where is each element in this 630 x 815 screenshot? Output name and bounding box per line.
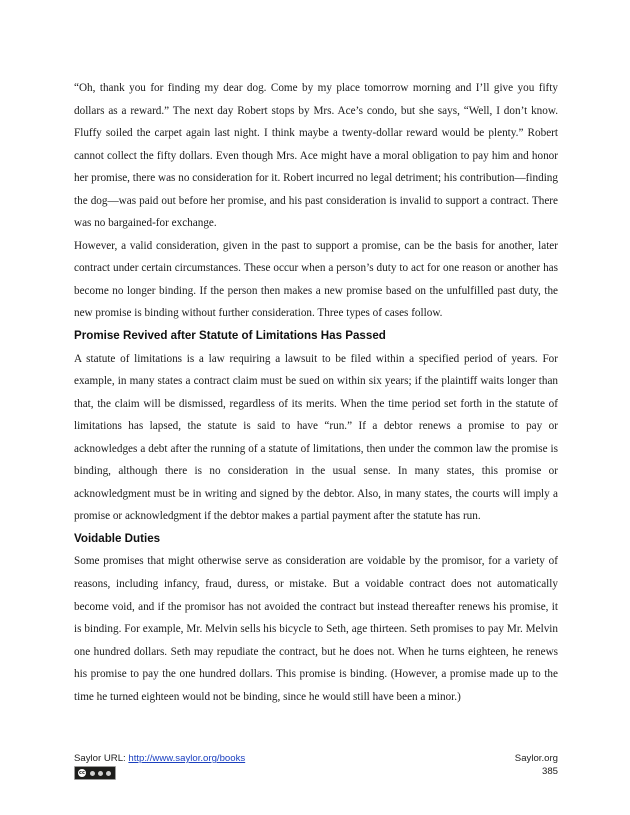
noncommercial-icon [97,770,104,777]
page-number: 385 [541,766,558,777]
footer-site-info [480,752,558,778]
footer-url-label: Saylor URL: [74,753,129,764]
footer-site: Saylor.org [514,753,558,764]
body-text [74,77,558,708]
cc-icon: cc [77,768,87,778]
heading-statute-of-limitations: Promise Revived after Statute of Limitations Has Passed [74,329,386,343]
paragraph-statute-of-limitations: A statute of limitations is a law requiring a lawsuit to be filed within a specified period of years. For example, in many states a contract claim must be sued on within six years; if the plaintiff waits longer than that, the claim will be dismissed, regardless of its merits. When the time period set forth in the statute of limitations has lapsed, the statute is said to have “run.” If a debtor renews a promise to pay or acknowledges a debt after the running of a statute of limitations, then under the common law the promise is binding, although there is no consideration in the usual sense. In many states, this promise or acknowledgment must be in writing and signed by the debtor. Also, in many states, the courts will imply a promise or acknowledgment if the debtor makes a partial payment after the statute has run. [74,352,558,523]
heading-voidable-duties: Voidable Duties [74,531,161,545]
paragraph-reward: “Oh, thank you for finding my dear dog. Come by my place tomorrow morning and I’ll give you fifty dollars as a reward.” The next day Robert stops by Mrs. Ace’s condo, but she says, “Well, I don’t know. Fluffy soiled the carpet again last night. I think maybe a twenty-dollar reward would be plenty.” Robert cannot collect the fifty dollars. Even though Mrs. Ace might have a moral obligation to pay him and honor her promise, there was no consideration for it. Robert incurred no legal detriment; his contribution—finding the dog—was paid out before her promise, and his past consideration is invalid to support a contract. There was no bargained-for exchange. [74,82,558,230]
paragraph-past-consideration: However, a valid consideration, given in the past to support a promise, can be the basis for another, later contract under certain circumstances. These occur when a person’s duty to act for one reason or another has become no longer binding. If the person then makes a new promise based on the unfulfilled past duty, the new promise is binding without further consideration. Three types of cases follow. [74,239,558,320]
footer-url-link[interactable]: http://www.saylor.org/books [128,753,246,764]
sharealike-icon [105,770,112,777]
paragraph-voidable-duties: Some promises that might otherwise serve as consideration are voidable by the promisor, for a variety of reasons, including infancy, fraud, duress, or mistake. But a voidable contract does not automatically become void, and if the promisor has not avoided the contract but instead thereafter renews his promise, it is binding. For example, Mr. Melvin sells his bicycle to Seth, age thirteen. Seth promises to pay Mr. Melvin one hundred dollars. Seth may repudiate the contract, but he does not. When he turns eighteen, he renews his promise to pay the one hundred dollars. This promise is binding. (However, a promise made up to the time he turned eighteen would not be binding, since he would still have been a minor.) [74,555,558,703]
creative-commons-badge [74,766,116,780]
footer-source [74,752,245,765]
attribution-icon [89,770,96,777]
